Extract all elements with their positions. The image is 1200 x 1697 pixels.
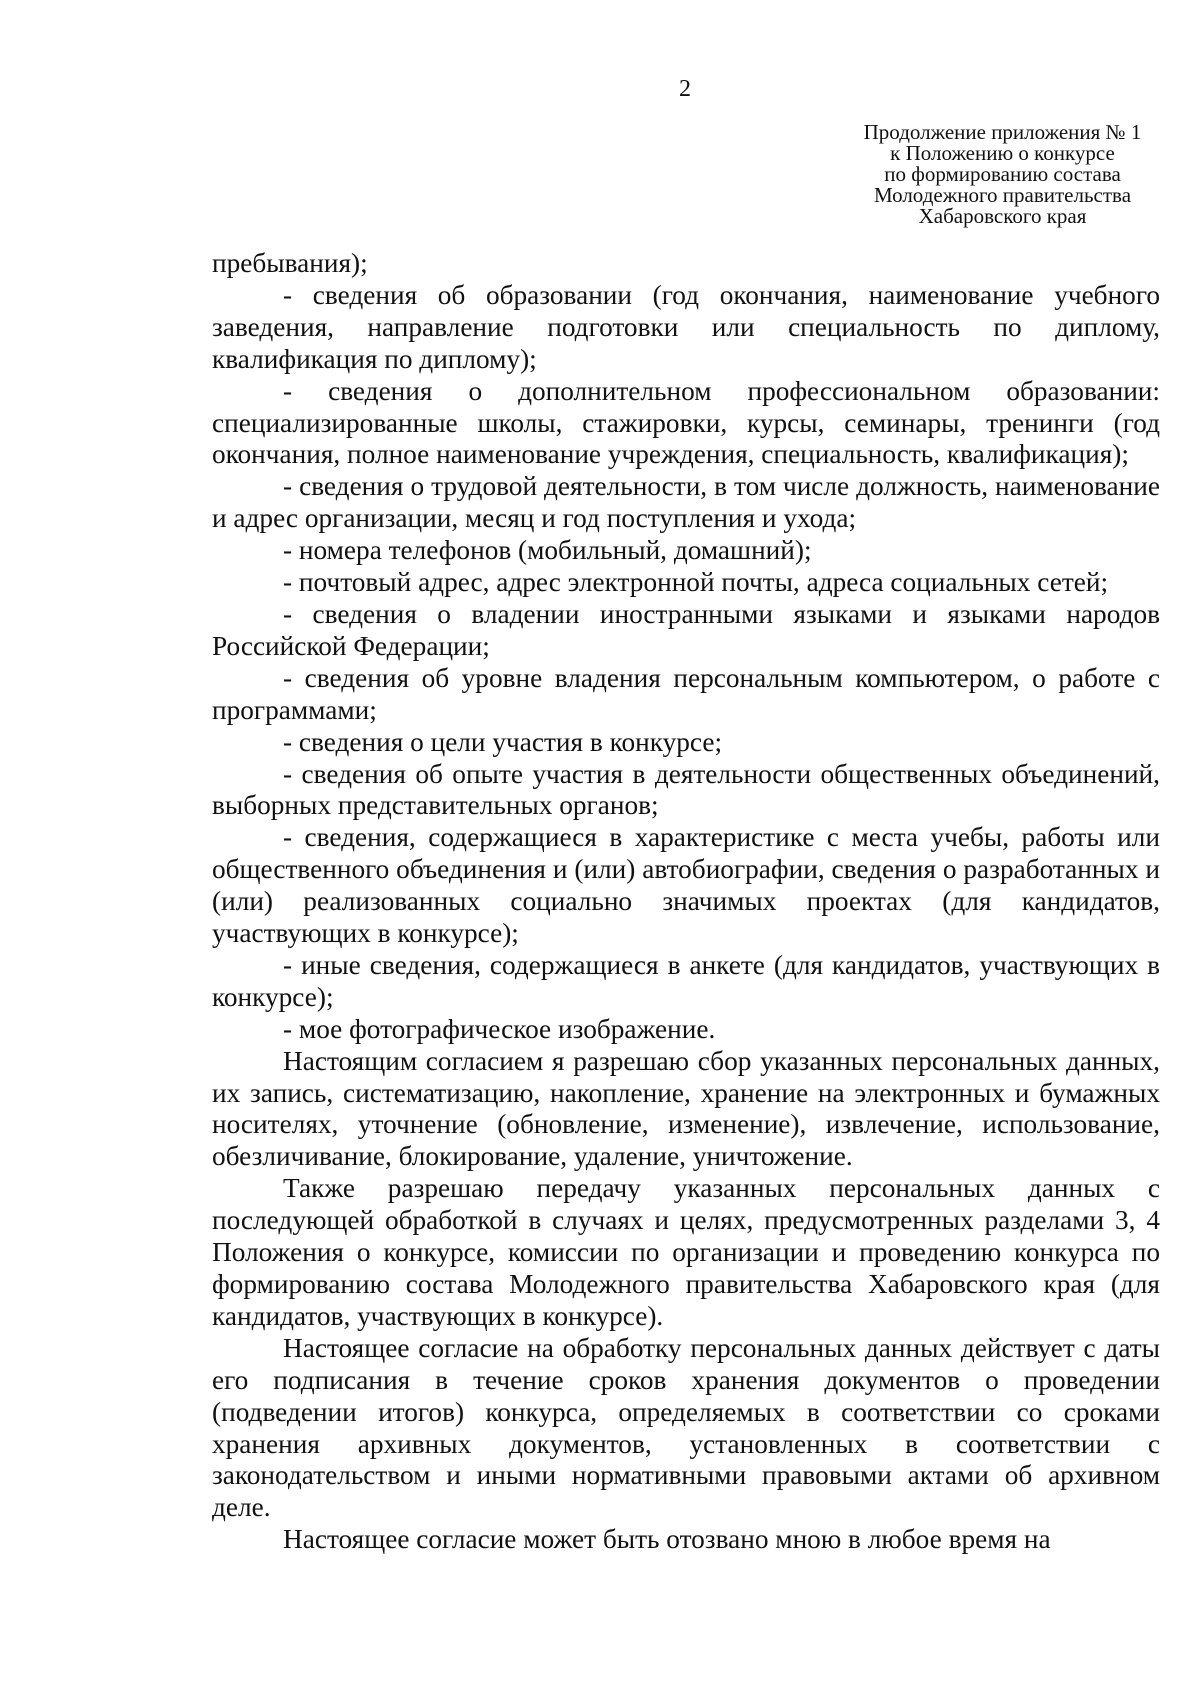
list-item: - номера телефонов (мобильный, домашний); [283, 535, 812, 566]
list-item: - сведения, содержащиеся в характеристике с места учебы, работы или общественного объединения и (или) автобиографии, сведения о разработанных и (или) реализованных социально значимых проектах (для кандидатов, участвующих в конкурсе); [212, 822, 1160, 949]
list-item: - сведения о владении иностранными языками и языками народов Российской Федерации; [212, 598, 1160, 661]
list-item: - иные сведения, содержащиеся в анкете (для кандидатов, участвующих в конкурсе); [212, 949, 1160, 1012]
appendix-header [820, 122, 1185, 227]
list-item: - сведения об образовании (год окончания, наименование учебного заведения, направление подготовки или специальность по диплому, квалификация по диплому); [212, 279, 1160, 374]
paragraph: Настоящим согласием я разрешаю сбор указанных персональных данных, их запись, систематизацию, накопление, хранение на электронных и бумажных носителях, уточнение (обновление, изменение), извлечение, использование, обезличивание, блокирование, удаление, уничтожение. [212, 1045, 1160, 1172]
appendix-header-line: к Положению о конкурсе [890, 141, 1115, 165]
appendix-header-line: по формированию состава [884, 162, 1121, 186]
document-body [212, 248, 1160, 1556]
paragraph: Настоящее согласие на обработку персональных данных действует с даты его подписания в течение сроков хранения документов о проведении (подведении итогов) конкурса, определяемых в соответствии со сроками хранения архивных документов, установленных в соответствии с законодательством и иными нормативными правовыми актами об архивном деле. [212, 1332, 1160, 1523]
list-item: - мое фотографическое изображение. [283, 1013, 716, 1044]
list-item: - сведения об опыте участия в деятельности общественных объединений, выборных представительных органов; [212, 758, 1160, 821]
list-item: - сведения о цели участия в конкурсе; [283, 726, 723, 757]
list-item: - сведения об уровне владения персональным компьютером, о работе с программами; [212, 662, 1160, 725]
appendix-header-line: Хабаровского края [918, 204, 1087, 228]
appendix-header-line: Продолжение приложения № 1 [863, 120, 1142, 144]
paragraph: Настоящее согласие может быть отозвано мною в любое время на [283, 1524, 1051, 1555]
list-item: - сведения о трудовой деятельности, в том числе должность, наименование и адрес организации, месяц и год поступления и ухода; [212, 471, 1160, 534]
list-item: - почтовый адрес, адрес электронной почты, адреса социальных сетей; [283, 567, 1109, 598]
paragraph: пребывания); [212, 248, 368, 278]
list-item: - сведения о дополнительном профессиональном образовании: специализированные школы, стажировки, курсы, семинары, тренинги (год окончания, полное наименование учреждения, специальность, квалификация); [212, 375, 1160, 470]
paragraph: Также разрешаю передачу указанных персональных данных с последующей обработкой в случаях и целях, предусмотренных разделами 3, 4 Положения о конкурсе, комиссии по организации и проведению конкурса по формированию состава Молодежного правительства Хабаровского края (для кандидатов, участвующих в конкурсе). [212, 1173, 1160, 1331]
page-number: 2 [679, 76, 691, 102]
appendix-header-line: Молодежного правительства [873, 183, 1132, 207]
